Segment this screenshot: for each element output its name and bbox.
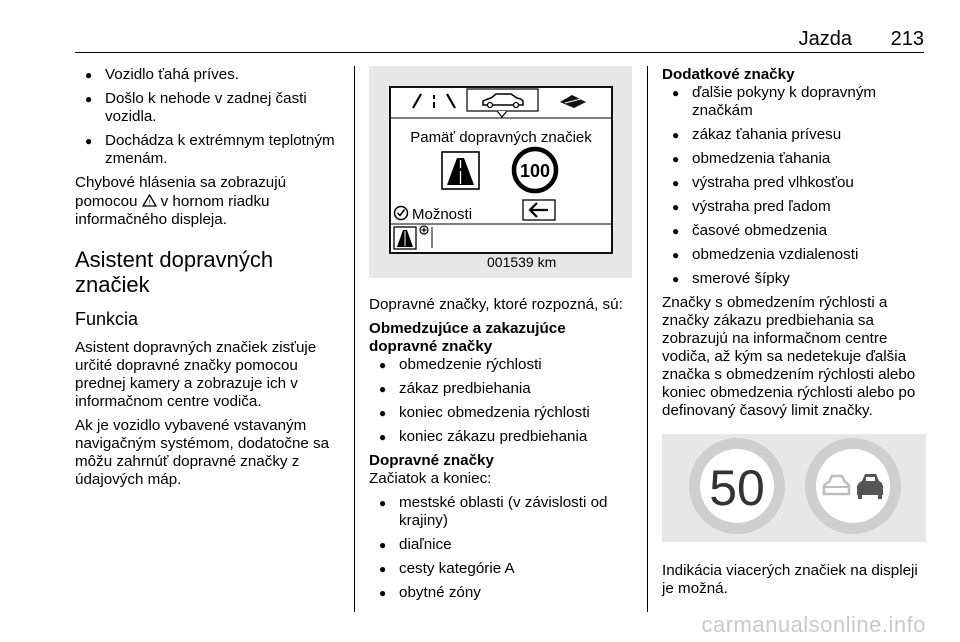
column-divider xyxy=(354,66,355,612)
page-header xyxy=(0,0,960,52)
svg-text:!: ! xyxy=(148,199,151,207)
no-overtaking-sign-icon xyxy=(805,438,901,534)
column-3 xyxy=(662,66,928,604)
additional-title: Dodatkové značky xyxy=(662,66,795,83)
list-item: ● obytné zóny xyxy=(369,584,635,602)
page-number: 213 xyxy=(890,28,924,50)
list-item: ● Došlo k nehode v zadnej časti vozidla. xyxy=(75,90,343,126)
additional-list xyxy=(662,84,928,288)
list-item: ● výstraha pred vlhkosťou xyxy=(662,174,928,192)
road-sign-icon xyxy=(560,95,586,108)
restrict-title: Obmedzujúce a zakazujúce dopravné značky xyxy=(369,320,566,355)
restrict-list xyxy=(369,356,635,446)
condition-list xyxy=(75,66,343,168)
signs-list xyxy=(369,494,635,602)
odometer-reading: 001539 km xyxy=(487,254,557,270)
motorway-sign-icon xyxy=(394,227,416,249)
plus-circle-icon xyxy=(420,226,428,234)
lane-icon xyxy=(413,94,455,108)
signs-subtitle: Začiatok a koniec: xyxy=(369,470,492,487)
speed-value: 100 xyxy=(519,161,551,181)
display-graphics xyxy=(391,88,611,252)
display-figure xyxy=(369,66,632,278)
footer-paragraph: Indikácia viacerých značiek na displeji je možná. xyxy=(662,562,918,597)
speed-sign-paragraph: Značky s obmedzením rýchlosti a značky zákazu predbiehania sa zobrazujú na informačnom centre vodiča, až kým sa nedetekuje ďalšia značka s obmedzením rýchlosti alebo koniec obmedzenia rýchlosti alebo po definovaný časový limit značky. xyxy=(662,294,916,419)
list-item: ● zákaz predbiehania xyxy=(369,380,635,398)
speed-limit-sign-icon xyxy=(514,149,556,191)
intro-paragraph: Dopravné značky, ktoré rozpozná, sú: xyxy=(369,296,623,313)
warning-triangle-icon xyxy=(142,193,161,209)
section-heading: Asistent dopravných značiek xyxy=(75,247,274,297)
column-1 xyxy=(75,66,343,495)
list-item: ● ďalšie pokyny k dopravným značkám xyxy=(662,84,928,120)
list-item: ● výstraha pred ľadom xyxy=(662,198,928,216)
options-label: Možnosti xyxy=(412,206,473,223)
list-item: ● cesty kategórie A xyxy=(369,560,635,578)
signs-figure xyxy=(662,434,926,542)
list-item: ● Vozidlo ťahá príves. xyxy=(75,66,343,84)
column-divider xyxy=(647,66,648,612)
check-circle-icon xyxy=(395,207,408,220)
list-item: ● koniec zákazu predbiehania xyxy=(369,428,635,446)
list-item: ● koniec obmedzenia rýchlosti xyxy=(369,404,635,422)
header-rule xyxy=(75,52,924,53)
speed-limit-50-sign-icon xyxy=(689,438,785,534)
list-item: ● Dochádza k extrémnym teplotným zmenám. xyxy=(75,132,343,168)
function-paragraph: Asistent dopravných značiek zisťuje určité dopravné značky pomocou prednej kamery a zobrazuje ich v informačnom centre vodiča. xyxy=(75,339,317,410)
error-text-pre: Chybové hlásenia sa zobrazujú pomocou xyxy=(75,174,287,210)
subsection-heading: Funkcia xyxy=(75,309,139,329)
list-item: ● obmedzenie rýchlosti xyxy=(369,356,635,374)
sign-value: 50 xyxy=(709,460,765,516)
signs-graphics xyxy=(662,434,926,542)
list-item: ● diaľnice xyxy=(369,536,635,554)
list-item: ● časové obmedzenia xyxy=(662,222,928,240)
error-text-post: v hornom riadku informačného displeja. xyxy=(75,193,270,228)
list-item: ● obmedzenia vzdialenosti xyxy=(662,246,928,264)
signs-title: Dopravné značky xyxy=(369,452,494,469)
list-item: ● zákaz ťahania prívesu xyxy=(662,126,928,144)
chapter-title: Jazda xyxy=(798,28,852,50)
list-item: ● mestské oblasti (v závislosti od krajiny) xyxy=(369,494,635,530)
driver-info-display xyxy=(389,86,613,270)
column-2 xyxy=(369,66,635,608)
watermark: carmanualsonline.info xyxy=(701,612,926,637)
list-item: ● smerové šípky xyxy=(662,270,928,288)
navigation-paragraph: Ak je vozidlo vybavené vstavaným navigačným systémom, dodatočne sa môžu zahrnúť dopravné značky z údajových máp. xyxy=(75,417,330,488)
back-arrow-icon xyxy=(523,200,555,220)
error-message-paragraph xyxy=(75,174,343,229)
car-icon xyxy=(483,94,523,108)
display-title: Pamäť dopravných značiek xyxy=(410,129,592,146)
list-item: ● obmedzenia ťahania xyxy=(662,150,928,168)
motorway-sign-icon xyxy=(442,152,479,189)
